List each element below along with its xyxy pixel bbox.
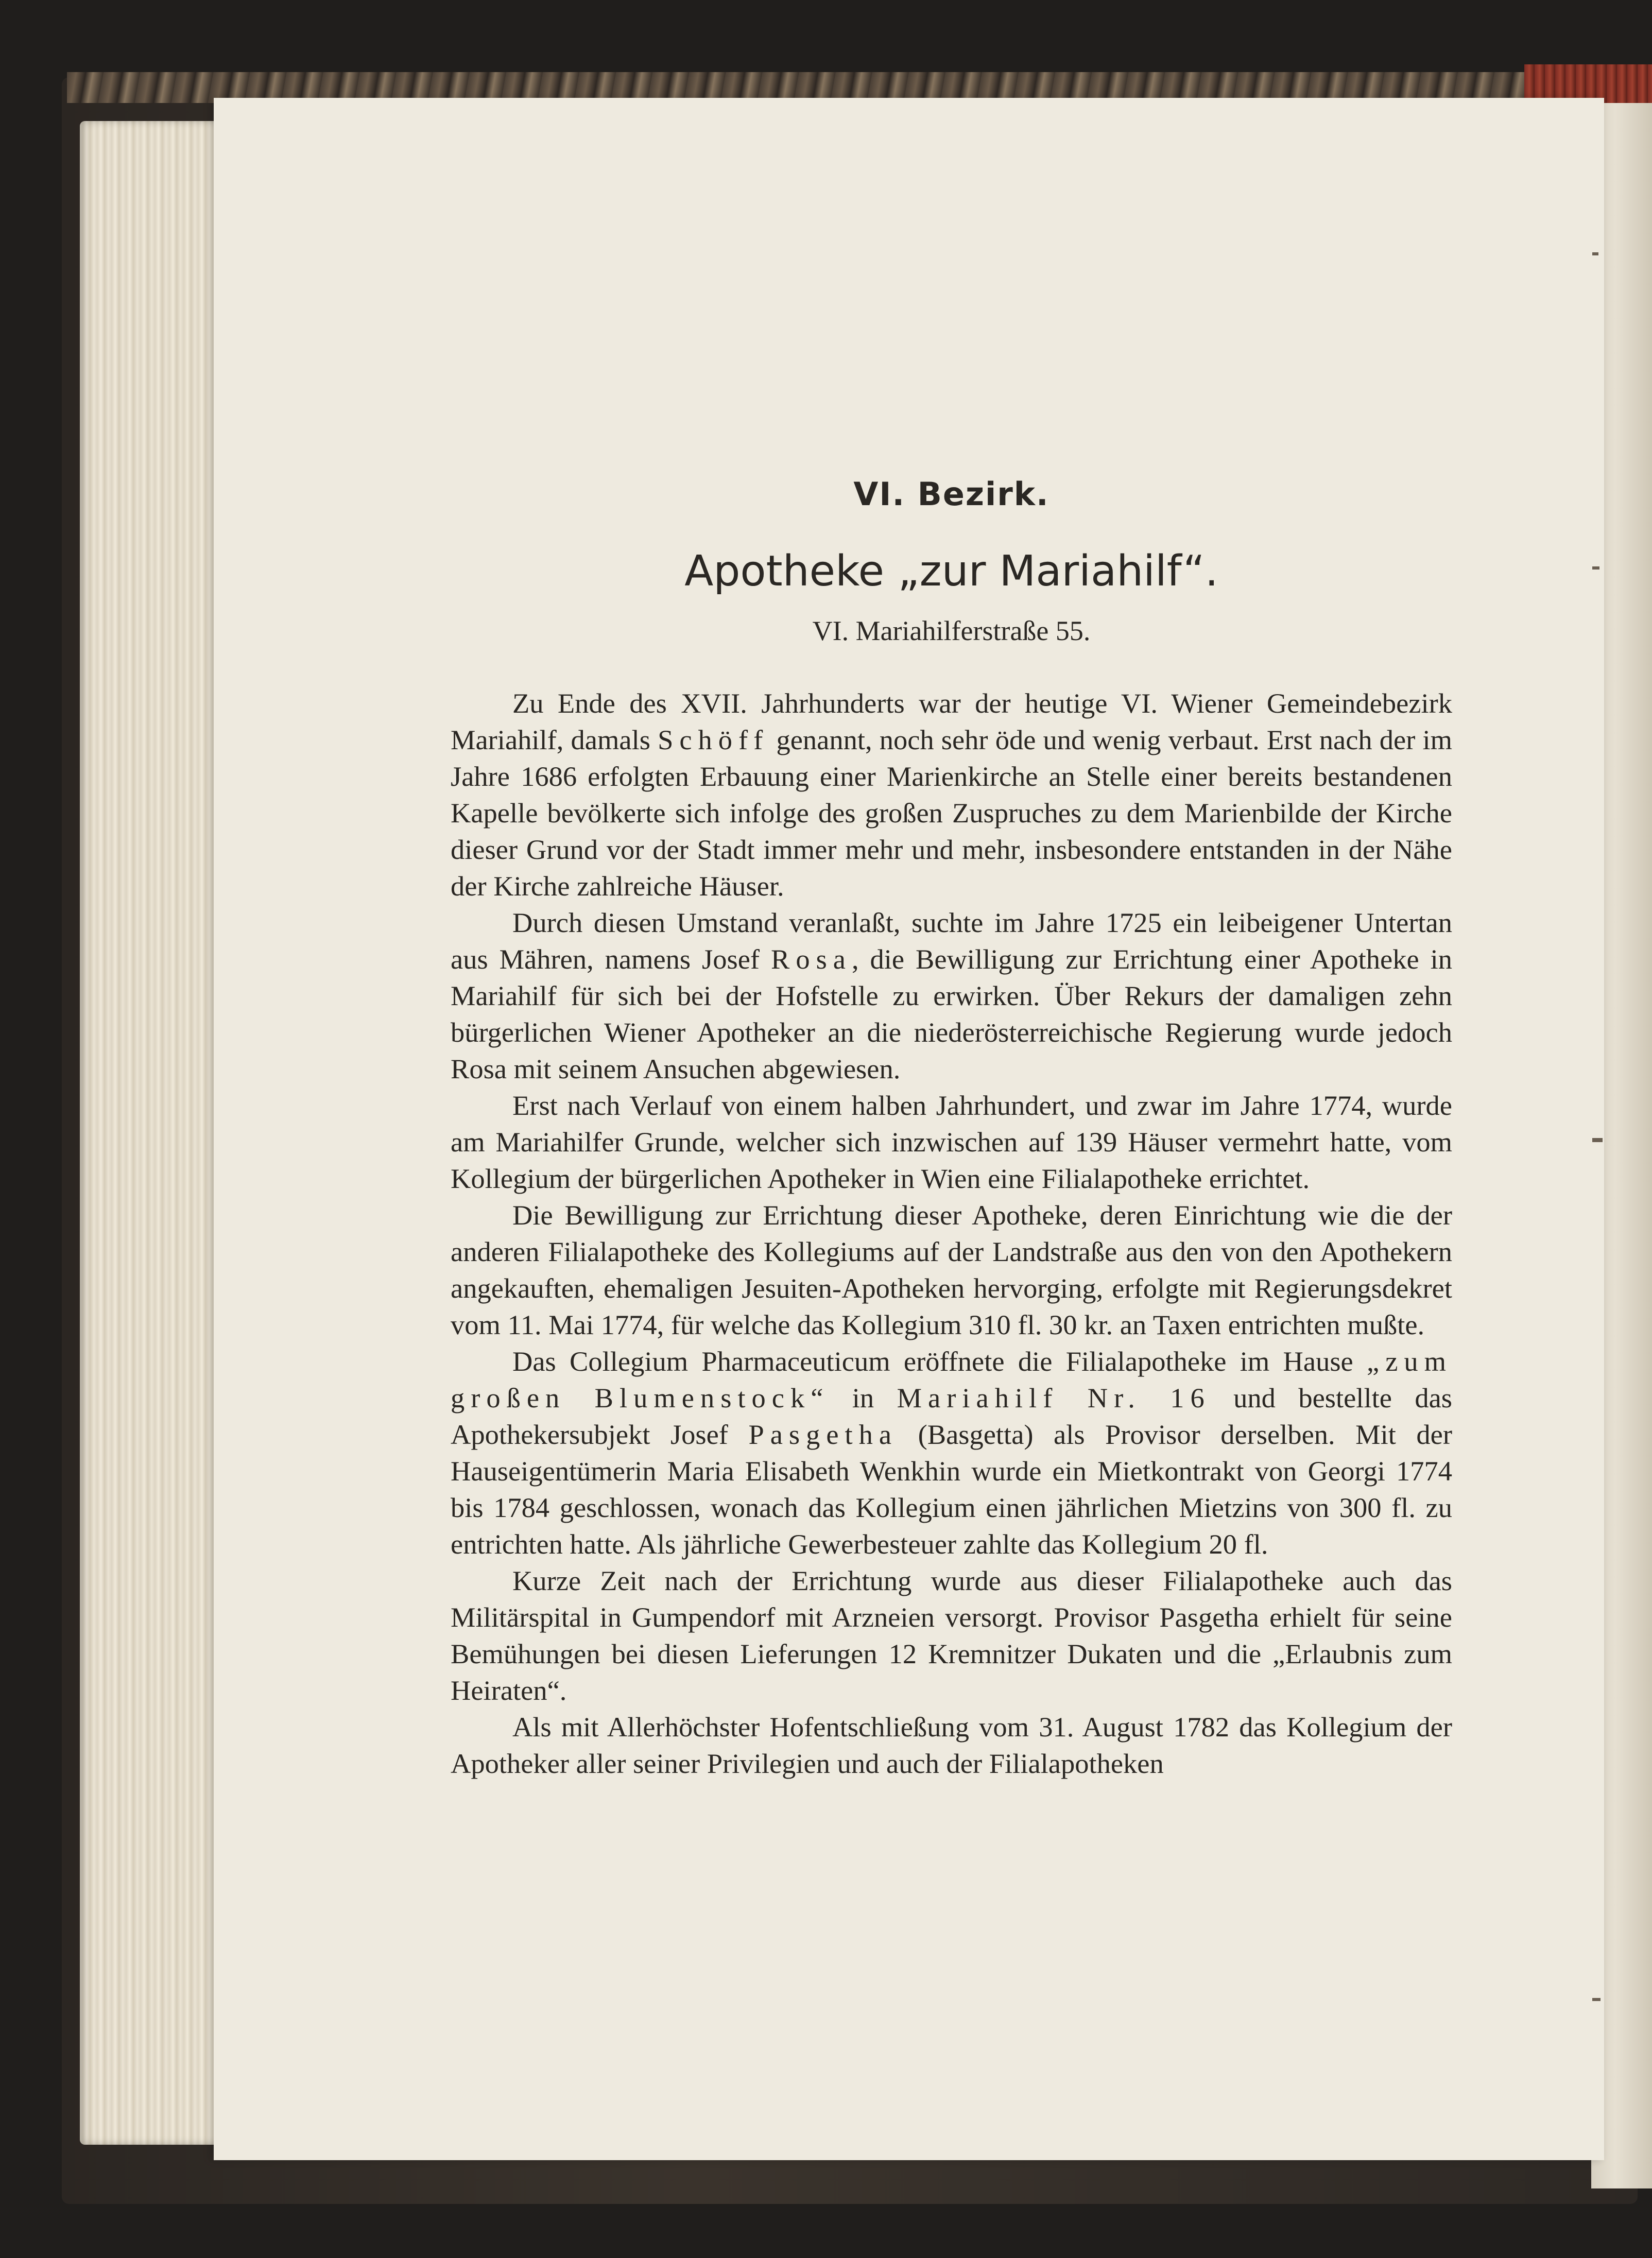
paragraph: Zu Ende des XVII. Jahrhunderts war der heutige VI. Wiener Gemeindebezirk Mariahilf, damals Schöff genannt, noch sehr öde und wenig verbaut. Erst nach der im Jahre 1686 erfolgten Erbauung einer Marienkirche an Stelle einer bereits bestandenen Kapelle bevölkerte sich infolge des großen Zuspruches zu dem Marienbilde der Kirche dieser Grund vor der Stadt immer mehr und mehr, insbesondere entstanden in der Nähe der Kirche zahlreiche Häuser. [451, 687, 1453, 902]
page-stack-edges [80, 121, 234, 2145]
paragraph: Durch diesen Umstand veranlaßt, suchte im Jahre 1725 ein leibeigener Untertan aus Mähren, namens Josef Rosa, die Bewilligung zur Errichtung einer Apotheke in Mariahilf für sich bei der Hofstelle zu erwirken. Über Rekurs der damaligen zehn bürgerlichen Wiener Apotheker an die niederösterreichische Regierung wurde jedoch Rosa mit seinem Ansuchen abgewiesen. [451, 907, 1452, 1084]
pharmacy-address: VI. Mariahilferstraße 55. [812, 615, 1091, 646]
paragraph: Als mit Allerhöchster Hofentschließung vom 31. August 1782 das Kollegium der Apotheker aller seiner Privilegien und auch der Filialapotheken [451, 1711, 1452, 1779]
binding-thread-mark [1592, 1138, 1603, 1142]
binding-thread-mark [1592, 1998, 1601, 2001]
binding-thread-mark [1592, 566, 1599, 570]
district-heading: VI. Bezirk. [853, 475, 1049, 513]
binding-thread-mark [1592, 252, 1598, 255]
paragraph: Das Collegium Pharmaceuticum eröffnete die Filialapotheke im Hause „zum großen Blumenstock“ in Mariahilf Nr. 16 und bestellte das Apothekersubjekt Josef Pasgetha (Basgetta) als Provisor derselben. Mit der Hauseigentümerin Maria Elisabeth Wenkhin wurde ein Mietkontrakt von Georgi 1774 bis 1784 geschlossen, wonach das Kollegium einen jährlichen Mietzins von 300 fl. zu entrichten hatte. Als jährliche Gewerbesteuer zahlte das Kollegium 20 fl. [451, 1346, 1452, 1560]
page-text [451, 474, 1452, 1782]
paragraph: Kurze Zeit nach der Errichtung wurde aus dieser Filialapotheke auch das Militärspital in Gumpendorf mit Arzneien versorgt. Provisor Pasgetha erhielt für seine Bemühungen bei diesen Lieferungen 12 Kremnitzer Dukaten und die „Erlaubnis zum Heiraten“. [451, 1565, 1452, 1706]
paragraph: Erst nach Verlauf von einem halben Jahrhundert, und zwar im Jahre 1774, wurde am Mariahilfer Grunde, welcher sich inzwischen auf 139 Häuser vermehrt hatte, vom Kollegium der bürgerlichen Apotheker in Wien eine Filialapotheke errichtet. [451, 1090, 1452, 1194]
paragraph: Die Bewilligung zur Errichtung dieser Apotheke, deren Einrichtung wie die der anderen Filialapotheke des Kollegiums auf der Landstraße aus den von den Apothekern angekauften, ehemaligen Jesuiten-Apotheken hervorging, erfolgte mit Regierungsdekret vom 11. Mai 1774, für welche das Kollegium 310 fl. 30 kr. an Taxen entrichten mußte. [451, 1199, 1452, 1340]
pharmacy-title: Apotheke „zur Mariahilf“. [684, 547, 1218, 596]
